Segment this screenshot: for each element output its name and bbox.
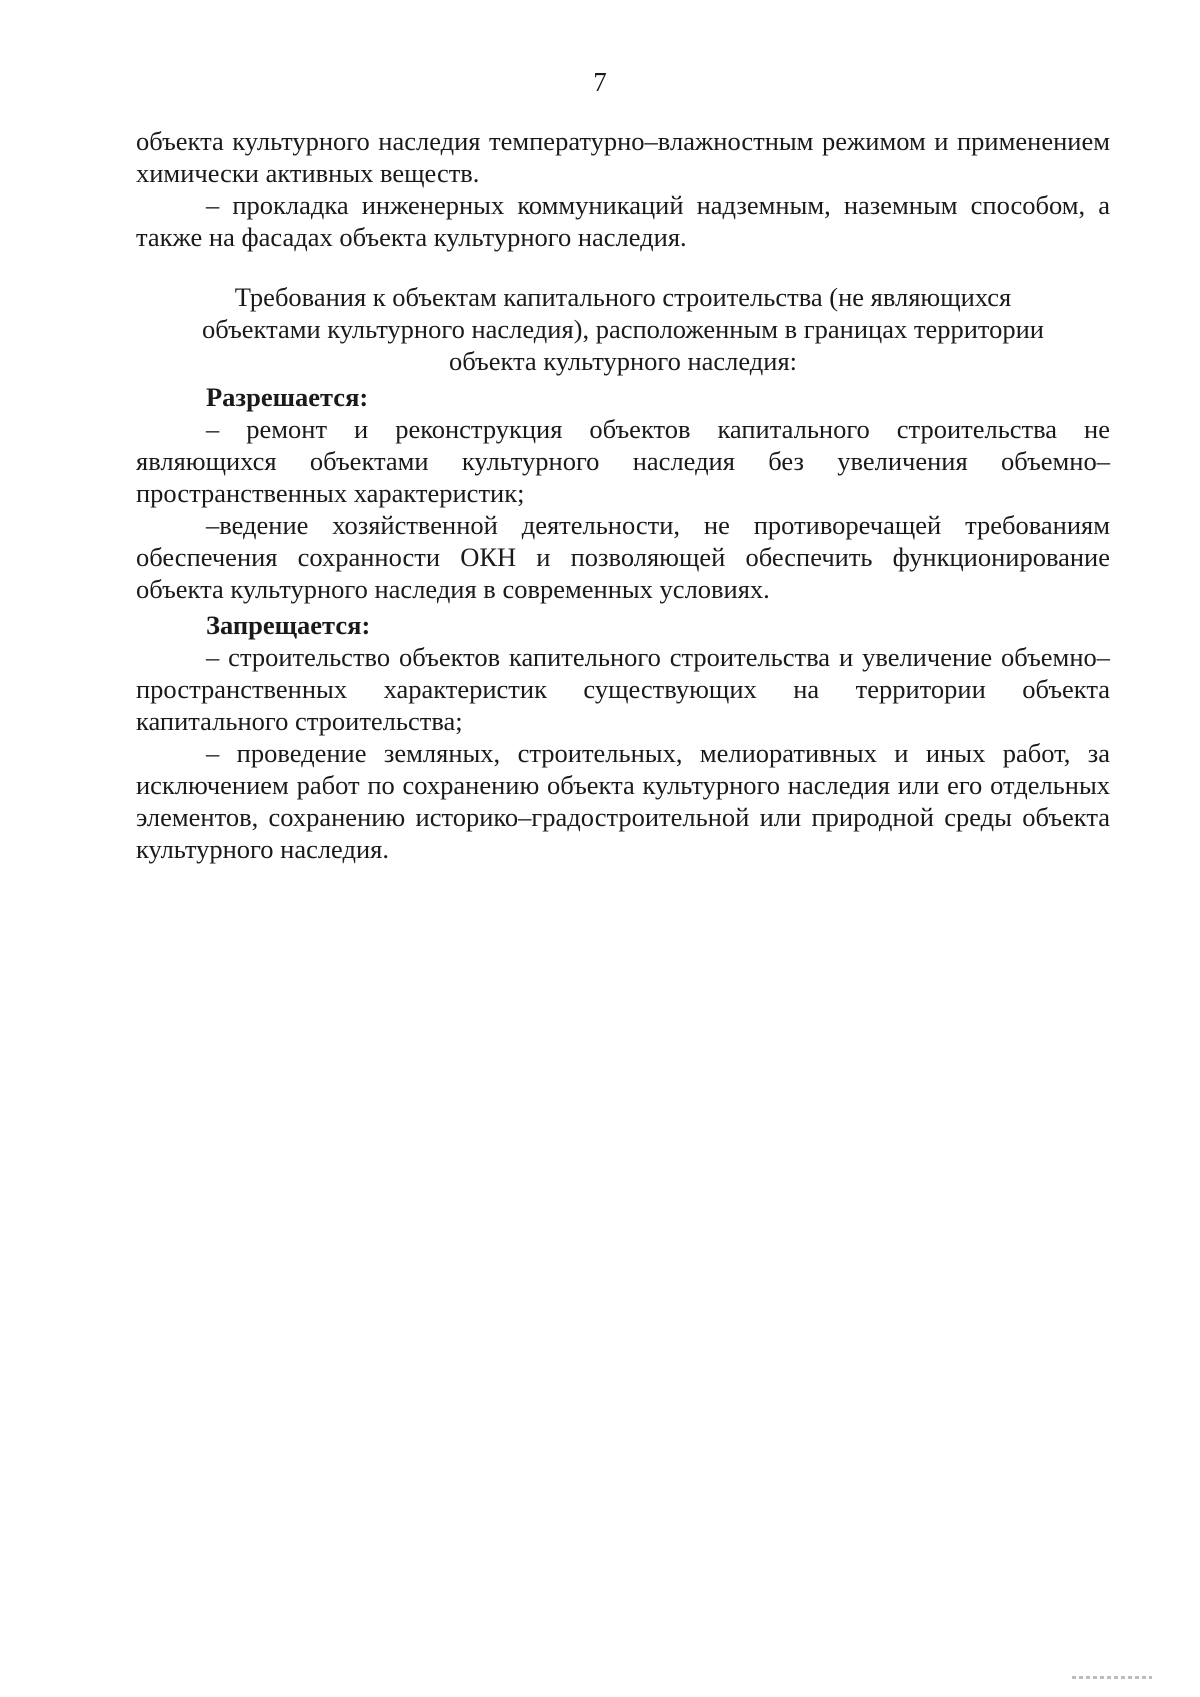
paragraph-continuation: объекта культурного наследия температурно–влажностным режимом и применением химически активных веществ.: [136, 126, 1110, 188]
allowed-label: Разрешается:: [206, 382, 369, 412]
document-body: [136, 125, 1110, 865]
allowed-item: – ремонт и реконструкция объектов капитального строительства не являющихся объектами культурного наследия без увеличения объемно–пространственных характеристик;: [136, 414, 1110, 508]
section-heading: Требования к объектам капитального строительства (не являющихся объектами культурного наследия), расположенным в границах территории объекта культурного наследия:: [202, 282, 1044, 376]
prohibited-item: – строительство объектов капительного строительства и увеличение объемно–пространственных характеристик существующих на территории объекта капитального строительства;: [136, 642, 1110, 736]
prohibited-item: – проведение земляных, строительных, мелиоративных и иных работ, за исключением работ по сохранению объекта культурного наследия или его отдельных элементов, сохранению историко–градостроительной или природной среды объекта культурного наследия.: [136, 738, 1110, 864]
paragraph-utilities: – прокладка инженерных коммуникаций надземным, наземным способом, а также на фасадах объекта культурного наследия.: [136, 190, 1110, 252]
prohibited-label: Запрещается:: [206, 610, 371, 640]
page-number: 7: [593, 67, 607, 97]
allowed-item: –ведение хозяйственной деятельности, не противоречащей требованиям обеспечения сохранности ОКН и позволяющей обеспечить функционирование объекта культурного наследия в современных условиях.: [136, 510, 1110, 604]
scan-corner-mark: [1072, 1676, 1152, 1679]
